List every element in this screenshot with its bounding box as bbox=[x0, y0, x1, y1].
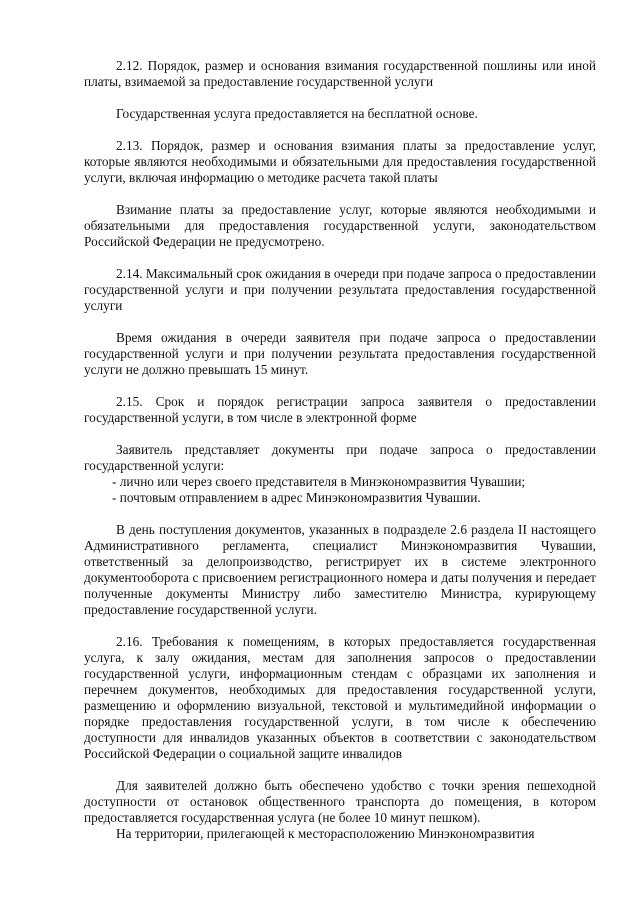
paragraph: 2.14. Максимальный срок ожидания в очереди при подаче запроса о предоставлении государственной услуги и при получении результата предоставления государственной услуги bbox=[84, 266, 596, 313]
paragraph: В день поступления документов, указанных в подразделе 2.6 раздела II настоящего Административного регламента, специалист Минэкономразвития Чувашии, ответственный за делопроизводство, регистрирует их в системе электронного документооборота с присвоением регистрационного номера и даты получения и передает полученные документы Министру либо заместителю Министра, курирующему предоставление государственной услуги. bbox=[84, 522, 596, 617]
list-item: - лично или через своего представителя в Минэкономразвития Чувашии; bbox=[112, 474, 526, 489]
paragraph: Время ожидания в очереди заявителя при подаче запроса о предоставлении государственной услуги и при получении результата предоставления государственной услуги не должно превышать 15 минут. bbox=[84, 330, 596, 377]
paragraph: 2.12. Порядок, размер и основания взимания государственной пошлины или иной платы, взимаемой за предоставление государственной услуги bbox=[84, 58, 596, 89]
paragraph: Взимание платы за предоставление услуг, которые являются необходимыми и обязательными для предоставления государственной услуги, законодательством Российской Федерации не предусмотрено. bbox=[84, 202, 596, 249]
paragraph: 2.16. Требования к помещениям, в которых предоставляется государственная услуга, к залу ожидания, местам для заполнения запросов о предоставлении государственной услуги, информационным стендам с образцами их заполнения и перечнем документов, необходимых для предоставления государственной услуги, размещению и оформлению визуальной, текстовой и мультимедийной информации о порядке предоставления государственной услуги, в том числе к обеспечению доступности для инвалидов указанных объектов в соответствии с законодательством Российской Федерации о социальной защите инвалидов bbox=[84, 634, 596, 761]
paragraph: На территории, прилегающей к месторасположению Минэкономразвития bbox=[116, 826, 535, 841]
document-page bbox=[84, 58, 596, 842]
list-item: - почтовым отправлением в адрес Минэкономразвития Чувашии. bbox=[112, 490, 481, 505]
paragraph: 2.15. Срок и порядок регистрации запроса заявителя о предоставлении государственной услуги, в том числе в электронной форме bbox=[84, 394, 596, 425]
paragraph: Государственная услуга предоставляется на бесплатной основе. bbox=[116, 106, 478, 121]
paragraph: 2.13. Порядок, размер и основания взимания платы за предоставление услуг, которые являются необходимыми и обязательными для предоставления государственной услуги, включая информацию о методике расчета такой платы bbox=[84, 138, 596, 185]
paragraph: Заявитель представляет документы при подаче запроса о предоставлении государственной услуги: bbox=[84, 442, 596, 473]
paragraph: Для заявителей должно быть обеспечено удобство с точки зрения пешеходной доступности от остановок общественного транспорта до помещения, в котором предоставляется государственная услуга (не более 10 минут пешком). bbox=[84, 778, 596, 825]
